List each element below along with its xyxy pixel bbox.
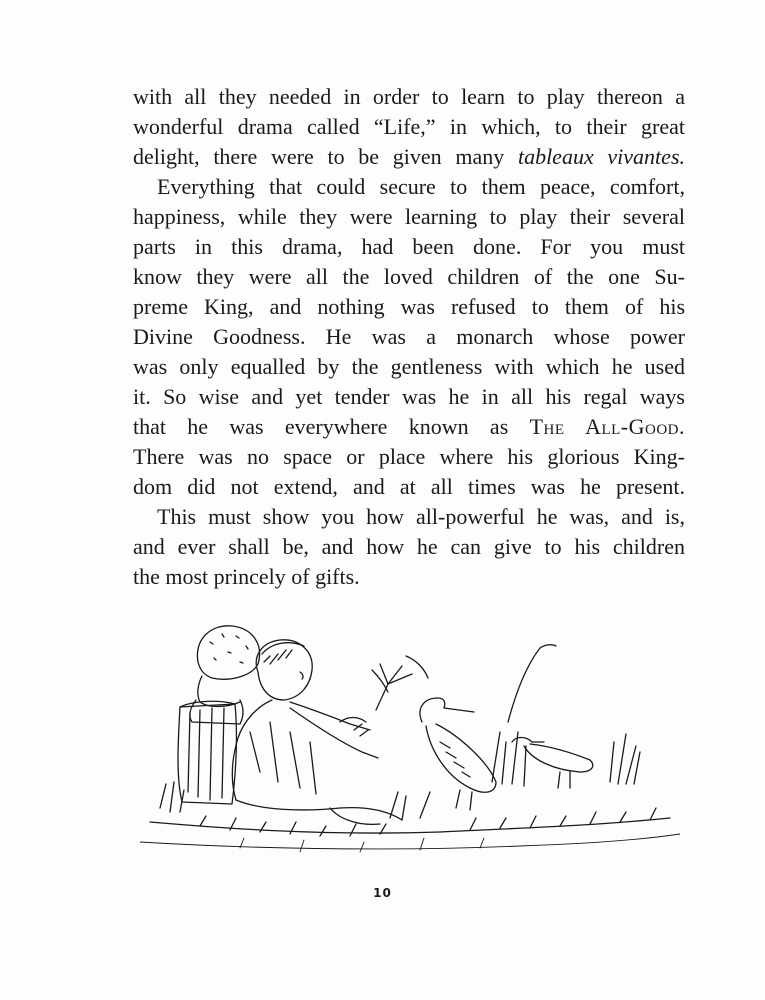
text-line: the most princely of gifts. — [133, 564, 360, 589]
page-number: 10 — [373, 886, 392, 900]
text-line: This must show you how all-powerful he was, and is, — [157, 504, 685, 529]
text-line: parts in this drama, had been done. For you must — [133, 234, 685, 259]
italic-phrase: tableaux vivantes. — [517, 144, 685, 169]
text-line: Divine Goodness. He was a monarch whose power — [133, 324, 685, 349]
text-line: Everything that could secure to them peace, comfort, — [157, 174, 685, 199]
text-fragment: that he was everywhere known as — [133, 414, 509, 439]
text-line: it. So wise and yet tender was he in all his regal ways — [133, 384, 685, 409]
child-in-bonnet — [190, 626, 260, 724]
text-line: dom did not extend, and at all times was he present. — [133, 474, 685, 499]
text-line: with all they needed in order to learn to play thereon a — [133, 84, 685, 109]
text-line — [133, 412, 685, 442]
body-text — [133, 82, 685, 592]
text-line: and ever shall be, and how he can give to his children — [133, 534, 685, 559]
text-line: wonderful drama called “Life,” in which, to their great — [133, 114, 685, 139]
flower-plant — [372, 656, 428, 710]
large-bird — [420, 698, 496, 810]
text-line: know they were all the loved children of the one Su- — [133, 264, 685, 289]
text-line: preme King, and nothing was refused to them of his — [133, 294, 685, 319]
sitting-child — [232, 640, 402, 825]
text-line: There was no space or place where his glorious King- — [133, 444, 685, 469]
text-line — [133, 142, 685, 172]
text-fragment: delight, there were to be given many — [133, 144, 505, 169]
children-and-birds-illustration — [140, 612, 680, 872]
smallcaps-title: The All-Good. — [529, 414, 685, 439]
reeds-and-grass — [140, 645, 680, 852]
text-line: was only equalled by the gentleness with which he used — [133, 354, 685, 379]
tree-stump — [178, 701, 236, 804]
text-line: happiness, while they were learning to play their several — [133, 204, 685, 229]
